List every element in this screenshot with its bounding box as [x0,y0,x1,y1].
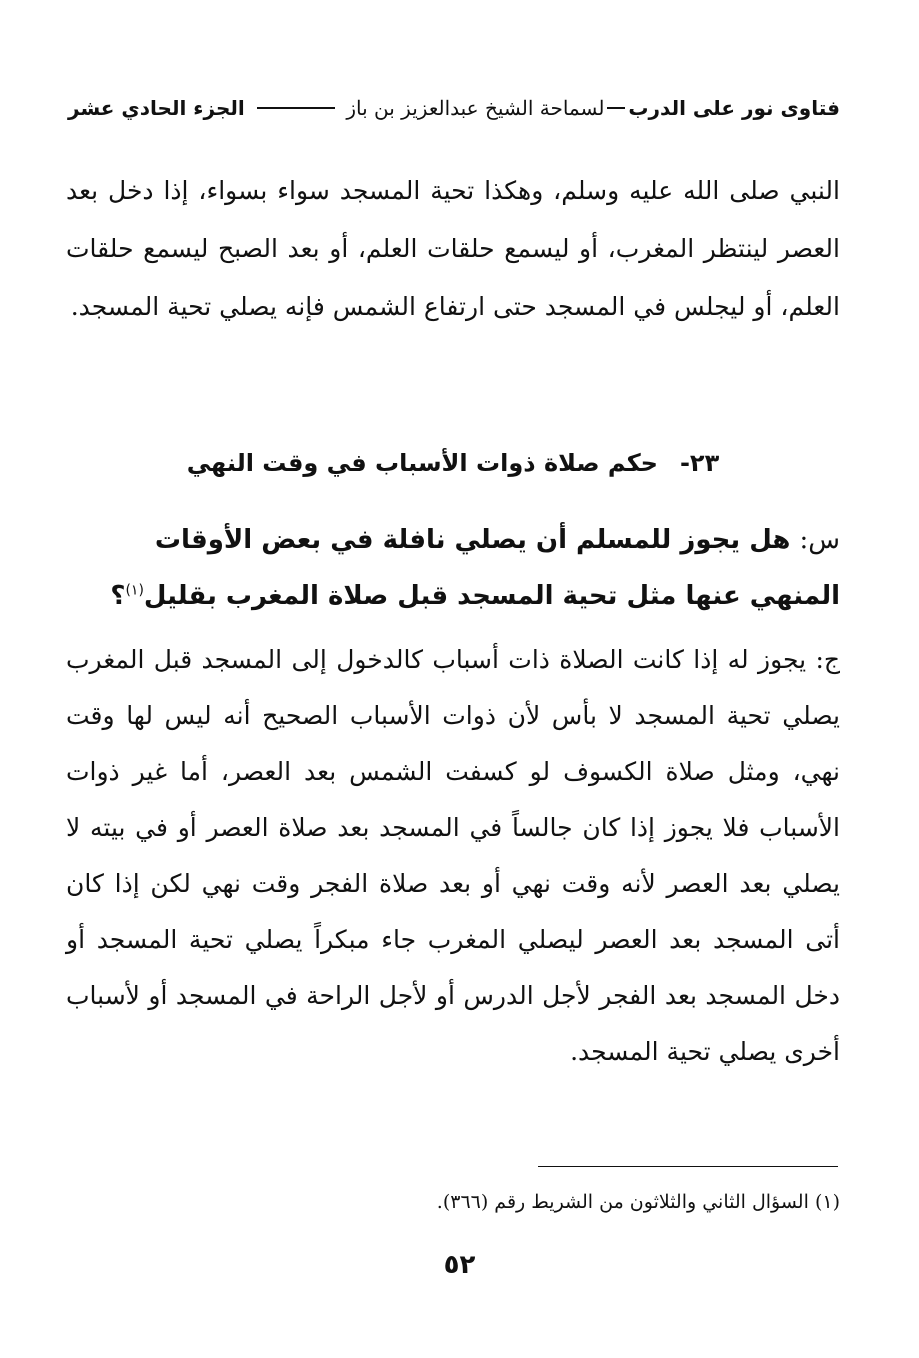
question-prefix: س: [799,525,840,555]
header-title-group [346,96,840,120]
paragraph-continued [66,162,840,336]
paragraph-text: النبي صلى الله عليه وسلم، وهكذا تحية المسجد سواء بسواء، إذا دخل بعد العصر لينتظر المغرب، أو ليسمع حلقات العلم، أو بعد الصبح ليسمع حلقات العلم، أو ليجلس في المسجد حتى ارتفاع الشمس فإنه يصلي تحية المسجد. [66,176,840,321]
running-header [68,96,840,120]
footnote-divider [538,1166,838,1167]
section-number: ٢٣- [679,449,720,477]
section-title: حكم صلاة ذوات الأسباب في وقت النهي [186,449,658,477]
question-footnote-marker: (١) [125,582,144,599]
header-author: لسماحة الشيخ عبدالعزيز بن باز [346,96,605,120]
section-heading [66,438,840,488]
header-rule [257,107,335,109]
question-block [66,512,840,624]
question-text: هل يجوز للمسلم أن يصلي نافلة في بعض الأوقات المنهي عنها مثل تحية المسجد قبل صلاة المغرب بقليل [143,525,840,611]
footnote-text: السؤال الثاني والثلاثون من الشريط رقم (٣٦٦). [436,1191,809,1213]
header-dash [607,107,625,109]
answer-text: يجوز له إذا كانت الصلاة ذات أسباب كالدخول إلى المسجد قبل المغرب يصلي تحية المسجد لا بأس لأن ذوات الأسباب الصحيح أنه ليس لها وقت نهي، ومثل صلاة الكسوف لو كسفت الشمس بعد العصر، أما غير ذوات الأسباب فلا يجوز إذا كان جالساً في المسجد بعد صلاة العصر أو في بيته لا يصلي بعد العصر لأنه وقت نهي أو بعد صلاة الفجر وقت نهي لكن إذا كان أتى المسجد بعد العصر ليصلي المغرب جاء مبكراً يصلي تحية المسجد أو دخل المسجد بعد الفجر لأجل الدرس أو لأجل الراحة في المسجد أو لأسباب أخرى يصلي تحية المسجد. [66,645,840,1066]
question-end-mark: ؟ [110,581,126,611]
footnote [66,1186,840,1218]
footnote-marker: (١) [814,1191,840,1213]
page-number: ٥٢ [443,1250,476,1280]
header-book-title: فتاوى نور على الدرب [628,96,840,120]
header-volume: الجزء الحادي عشر [68,96,245,120]
answer-block [66,632,840,1080]
answer-prefix: ج: [815,645,840,674]
